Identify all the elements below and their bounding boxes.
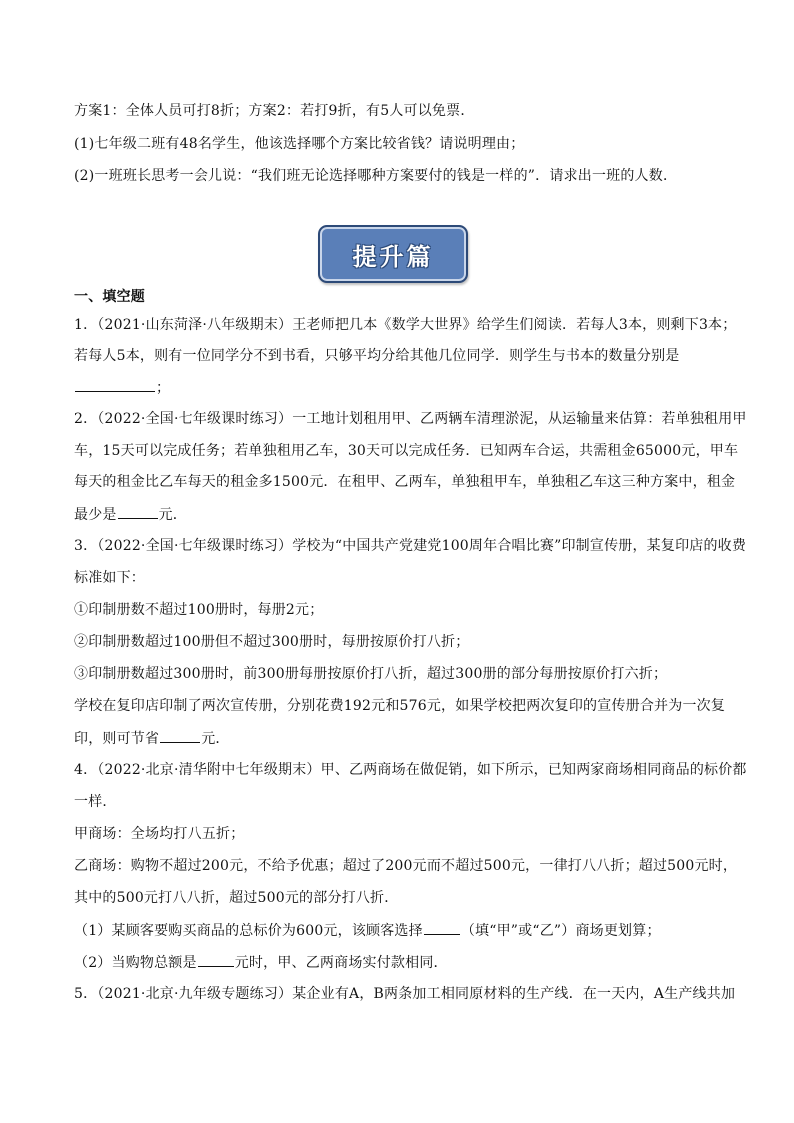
problem-5-line-1: 5．（2021·北京·九年级专题练习）某企业有A，B两条加工相同原材料的生产线．在一天内，A生产线共加 [74,986,736,1002]
problem-2-line-3: 每天的租金比乙车每天的租金多1500元．在租甲、乙两车，单独租甲车，单独租乙车这三种方案中，租金 [74,474,736,490]
plan-line: 方案1：全体人员可打8折；方案2：若打9折，有5人可以免票． [74,103,475,119]
problem-2-line-1: 2．（2022·全国·七年级课时练习）一工地计划租用甲、乙两辆车清理淤泥，从运输量来估算：若单独租用甲 [74,411,747,427]
section-heading: 一、填空题 [74,289,145,305]
question-2: (2)一班班长思考一会儿说：“我们班无论选择哪种方案要付的钱是一样的”．请求出一班的人数． [74,168,678,184]
problem-4-line-4: 乙商场：购物不超过200元，不给予优惠；超过了200元而不超过500元，一律打八八折；超过500元时， [74,858,738,874]
banner-title: 提升篇 [352,242,434,271]
problem-4-line-5: 其中的500元打八八折，超过500元的部分打八折． [74,890,399,906]
section-banner [318,225,468,283]
answer-blank[interactable] [424,920,460,935]
problem-4-question-1: （1）某顾客要购买商品的总标价为600元，该顾客选择 （填“甲”或“乙”）商场更划算； [74,920,661,941]
problem-4-line-2: 一样． [74,794,117,810]
problem-4-line-3: 甲商场：全场均打八五折； [74,826,245,842]
problem-4-line-1: 4．（2022·北京·清华附中七年级期末）甲、乙两商场在做促销，如下所示，已知两家商场相同商品的标价都 [74,762,747,778]
problem-3-line-6: 学校在复印店印制了两次宣传册，分别花费192元和576元，如果学校把两次复印的宣传册合并为一次复 [74,698,726,714]
problem-4-question-2: （2）当购物总额是 元时，甲、乙两商场实付款相同． [74,952,448,973]
answer-blank[interactable] [75,377,155,392]
problem-1-line-3: ； [74,377,170,398]
problem-1-line-2: 若每人5本，则有一位同学分不到书看，只够平均分给其他几位同学．则学生与书本的数量分别是 [74,348,680,364]
problem-3-line-1: 3．（2022·全国·七年级课时练习）学校为“中国共产党建党100周年合唱比赛”印制宣传册，某复印店的收费 [74,538,747,554]
problem-3-rule-2: ②印制册数超过100册但不超过300册时，每册按原价打八折； [74,634,470,650]
problem-2-line-2: 车，15天可以完成任务；若单独租用乙车，30天可以完成任务．已知两车合运，共需租金65000元，甲车 [74,443,739,459]
problem-3-line-2: 标准如下： [74,570,145,586]
problem-2-line-4: 最少是 元． [74,504,187,525]
question-1: (1)七年级二班有48名学生，他该选择哪个方案比较省钱？请说明理由； [74,136,525,152]
problem-3-rule-1: ①印制册数不超过100册时，每册2元； [74,602,324,618]
answer-blank[interactable] [160,728,200,743]
answer-blank[interactable] [198,952,234,967]
problem-1-line-1: 1．（2021·山东菏泽·八年级期末）王老师把几本《数学大世界》给学生们阅读．若每人3本，则剩下3本； [74,317,737,333]
problem-3-line-7: 印，则可节省 元． [74,728,230,749]
answer-blank[interactable] [118,504,158,519]
problem-3-rule-3: ③印制册数超过300册时，前300册每册按原价打八折，超过300册的部分每册按原价打六折； [74,666,668,682]
